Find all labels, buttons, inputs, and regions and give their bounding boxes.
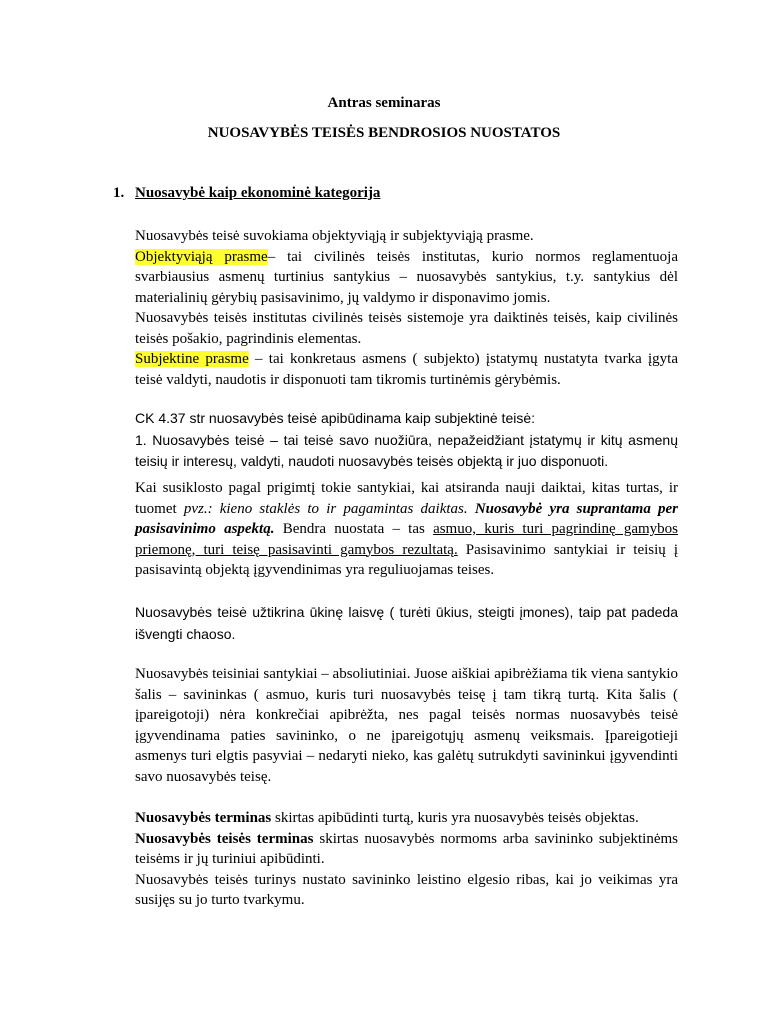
section-number: 1. bbox=[113, 185, 125, 201]
term2-bold: Nuosavybės teisės terminas bbox=[135, 830, 314, 847]
turinys-text: Nuosavybės teisės turinys nustato savininko leistino elgesio ribas, kai jo veikimas yra susijęs su jo turto tvarkymu. bbox=[135, 871, 678, 908]
paragraph-objective bbox=[135, 247, 678, 309]
section-heading bbox=[113, 185, 380, 202]
paragraph-institute: Nuosavybės teisės institutas civilinės teisės sistemoje yra daiktinės teisės, kaip civilinės teisės pošakio, pagrindinis elementas. bbox=[135, 310, 678, 347]
ukine-text: Nuosavybės teisė užtikrina ūkinę laisvę ( turėti ūkius, steigti įmones), taip pat padeda išvengti chaoso. bbox=[135, 604, 678, 642]
kai-text bbox=[135, 478, 678, 581]
paragraph-absoliutiniai bbox=[135, 664, 678, 787]
kai-part-b bbox=[468, 501, 475, 517]
term2 bbox=[135, 829, 678, 870]
main-title: NUOSAVYBĖS TEISĖS BENDROSIOS NUOSTATOS bbox=[207, 125, 561, 141]
term1 bbox=[135, 808, 678, 829]
kai-bold-italic: Nuosavybė yra suprantama per pasisavinimo aspektą. bbox=[135, 500, 678, 537]
absoliutiniai-text: Nuosavybės teisiniai santykiai – absoliutiniai. Juose aiškiai apibrėžiama tik viena santykio šalis – savininkas ( asmuo, kuris turi nuosavybės teisę į tam tikrą turtą. Kita šalis ( įpareigotoji) nėra konkrečiai apibrėžta, nes pagal teisės normas nuosavybės teisė įgyvendinama paties savininko, o ne įpareigotųjų asmenų veiksmais. Įpareigotieji asmenys turi elgtis pasyviai – nedaryti nieko, kas galėtų sutrukdyti savininkui įgyvendinti savo nuosavybės teisę. bbox=[135, 666, 678, 785]
highlight-objective: Objektyviąją prasme bbox=[135, 248, 268, 265]
objective-text: – tai civilinės teisės institutas, kurio normos reglamentuoja svarbiausius asmenų turtinius santykius – nuosavybės santykius, t.y. santykius dėl materialinių gėrybių pasisavinimo, jų valdymo ir disponavimo jomis. bbox=[135, 248, 678, 306]
section-title: Nuosavybė kaip ekonominė kategorija bbox=[135, 185, 381, 201]
paragraph-kai bbox=[135, 478, 678, 581]
term2-text: skirtas nuosavybės normoms arba savininko subjektinėms teisėms ir jų turiniui apibūdinti. bbox=[135, 830, 679, 867]
intro-text: Nuosavybės teisė suvokiama objektyviąją ir subjektyviąją prasme. bbox=[135, 228, 534, 244]
paragraph-intro bbox=[135, 226, 678, 390]
term1-text: skirtas apibūdinti turtą, kuris yra nuosavybės teisės objektas. bbox=[271, 810, 639, 826]
seminar-title: Antras seminaras bbox=[327, 95, 441, 111]
kai-underlined: asmuo, kuris turi pagrindinę gamybos priemonę, turi teisę pasisavinti gamybos rezultatą. bbox=[135, 521, 678, 558]
kai-part-c: Bendra nuostata – tas bbox=[274, 521, 434, 537]
paragraph-ck bbox=[135, 408, 678, 473]
kai-part-a: Kai susiklosto pagal prigimtį tokie santykiai, kai atsiranda nauji daiktai, kitas turtas, ir tuomet bbox=[135, 480, 678, 517]
highlight-subjective: Subjektine prasme bbox=[135, 351, 249, 367]
paragraph-terms bbox=[135, 808, 678, 911]
paragraph-ukine bbox=[135, 602, 678, 645]
term1-bold: Nuosavybės terminas bbox=[135, 810, 272, 826]
paragraph-subjective bbox=[135, 349, 678, 390]
subjective-text: – tai konkretaus asmens ( subjekto) įstatymų nustatyta tvarka įgyta teisė valdyti, naudotis ir disponuoti tam tikromis turtinėmis gėrybėmis. bbox=[135, 351, 678, 388]
kai-italic: pvz.: kieno staklės to ir pagamintas daiktas. bbox=[183, 500, 468, 517]
ck-intro: CK 4.37 str nuosavybės teisė apibūdinama kaip subjektinė teisė: bbox=[135, 410, 536, 426]
ck-quote: 1. Nuosavybės teisė – tai teisė savo nuožiūra, nepažeidžiant įstatymų ir kitų asmenų teisių ir interesų, valdyti, naudoti nuosavybės teisės objektą ir juo disponuoti. bbox=[135, 431, 678, 469]
kai-part-d: Pasisavinimo santykiai ir teisių į pasisavintą objektą įgyvendinimas yra reguliuojamas teises. bbox=[135, 541, 678, 578]
